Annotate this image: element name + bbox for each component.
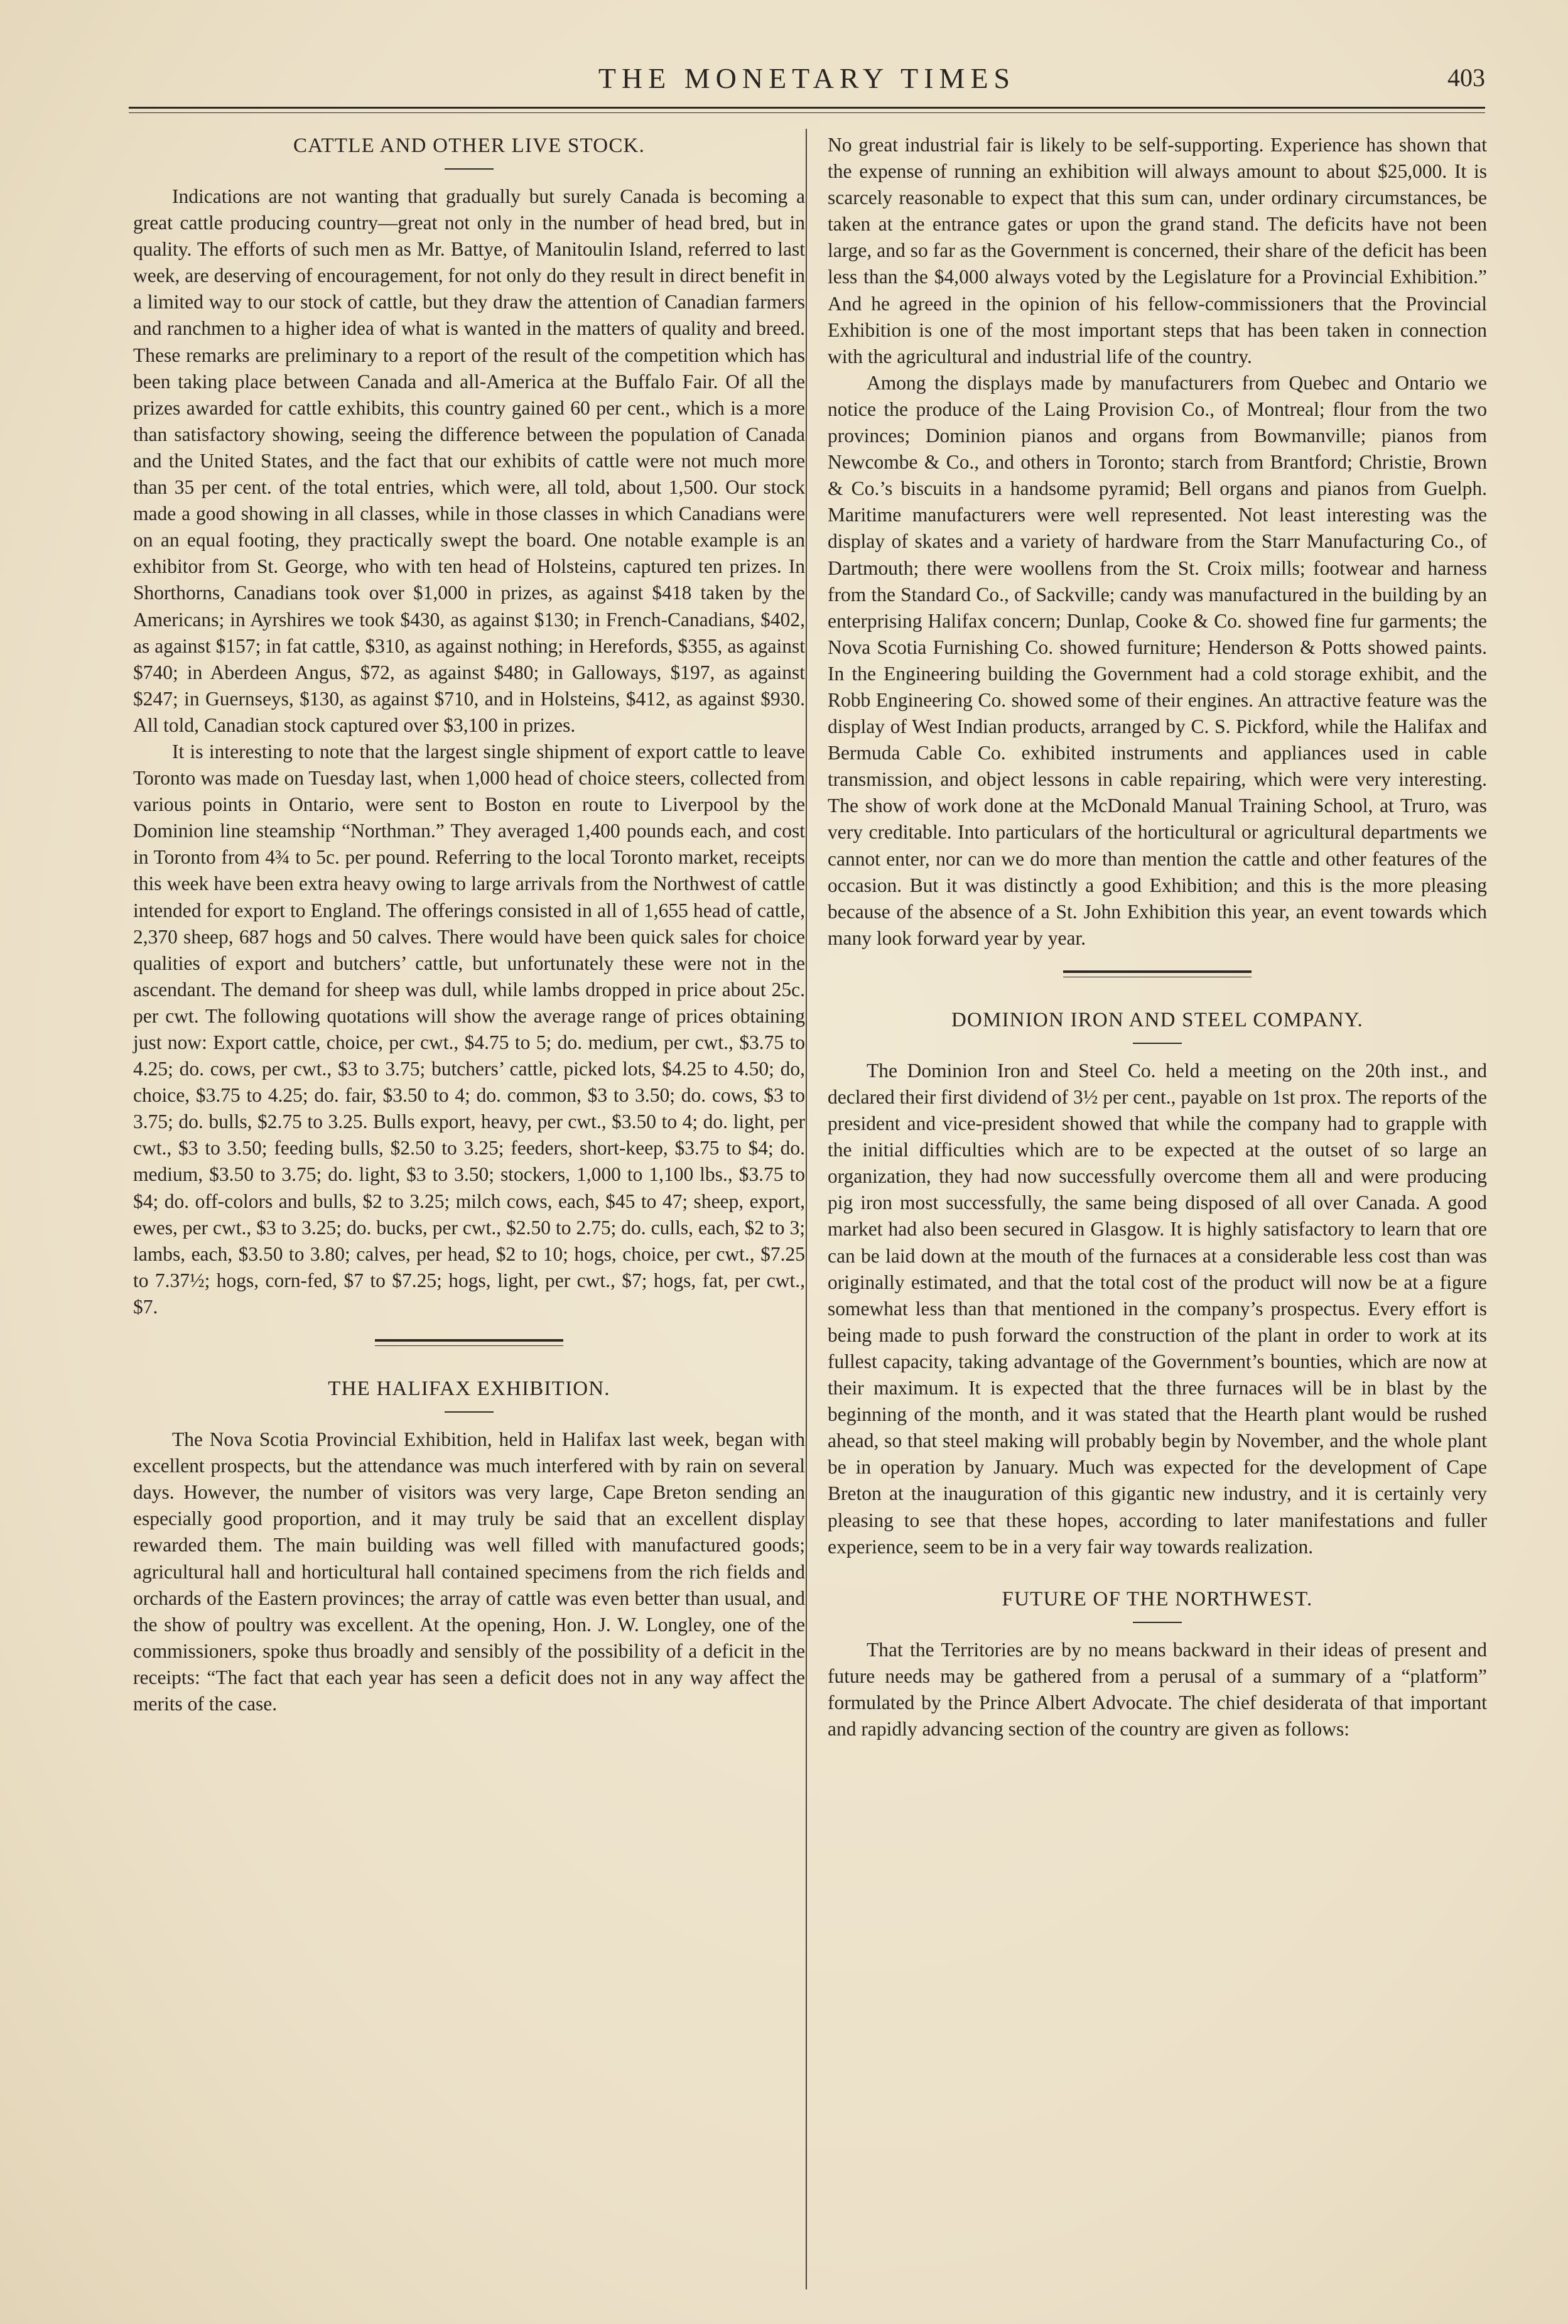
section-separator	[1063, 970, 1252, 977]
heading-rule	[1133, 1043, 1182, 1044]
page-number: 403	[1447, 63, 1485, 92]
article-paragraph: It is interesting to note that the largest single shipment of export cattle to leave Toronto was made on Tuesday last, when 1,000 head of choice steers, collected from various points in Ontario, were sent to Boston en route to Liverpool by the Dominion line steamship “Northman.” They averaged 1,400 pounds each, and cost in Toronto from 4¾ to 5c. per pound. Referring to the local Toronto market, receipts this week have been extra heavy owing to large arrivals from the Northwest of cattle intended for export to England. The offerings consisted in all of 1,655 head of cattle, 2,370 sheep, 687 hogs and 50 calves. There would have been quick sales for choice qualities of export and butchers’ cattle, but unfortunately these were not in the ascendant. The demand for sheep was dull, while lambs dropped in price about 25c. per cwt. The following quotations will show the average range of prices obtaining just now: Export cattle, choice, per cwt., $4.75 to 5; do. medium, per cwt., $3.75 to 4.25; do. cows, per cwt., $3 to 3.75; butchers’ cattle, picked lots, $4.25 to 4.50; do, choice, $3.75 to 4.25; do. fair, $3.50 to 4; do. common, $3 to 3.50; do. cows, $3 to 3.75; do. bulls, $2.75 to 3.25. Bulls export, heavy, per cwt., $3.50 to 4; do. light, per cwt., $3 to 3.50; feeding bulls, $2.50 to 3.25; feeders, short-keep, $3.75 to $4; do. medium, $3.50 to 3.75; do. light, $3 to 3.50; stockers, 1,000 to 1,100 lbs., $3.75 to $4; do. off-colors and bulls, $2 to 3.25; milch cows, each, $45 to 47; sheep, export, ewes, per cwt., $3 to 3.25; do. bucks, per cwt., $2.50 to 2.75; do. culls, each, $2 to 3; lambs, each, $3.50 to 3.80; calves, per head, $2 to 10; hogs, choice, per cwt., $7.25 to 7.37½; hogs, corn-fed, $7 to $7.25; hogs, light, per cwt., $7; hogs, fat, per cwt., $7.	[133, 740, 805, 1318]
masthead-rule	[129, 107, 1485, 113]
article-paragraph: The Dominion Iron and Steel Co. held a meeting on the 20th inst., and declared their first dividend of 3½ per cent., payable on 1st prox. The reports of the president and vice-president showed that while the company had to grapple with the initial difficulties which are to be expected at the outset of so large an organization, they had now successfully overcome them all and were producing pig iron most successfully, the same being disposed of all over Canada. A good market had also been secured in Glasgow. It is highly satisfactory to learn that ore can be laid down at the mouth of the furnaces at a considerable less cost than was originally estimated, and that the total cost of the product will now be at a figure somewhat less than that mentioned in the company’s prospectus. Every effort is being made to push forward the construction of the plant in order to work at its fullest capacity, taking advantage of the Government’s bounties, which are now at their maximum. It is expected that the three furnaces will be in blast by the beginning of the month, and it was stated that the Hearth plant would be rushed ahead, so that steel making will probably begin by November, and the whole plant be in operation by January. Much was expected for the development of Cape Breton at the inauguration of this gigantic new industry, and it is certainly very pleasing to see that these hopes, according to later manifestations and fuller experience, seem to be in a very fair way towards realization.	[828, 1059, 1487, 1558]
masthead	[129, 62, 1485, 112]
article-heading-northwest: FUTURE OF THE NORTHWEST.	[1002, 1587, 1313, 1610]
right-column	[828, 132, 1487, 1742]
article-heading-cattle: CATTLE AND OTHER LIVE STOCK.	[293, 134, 646, 157]
article-heading-dominion: DOMINION IRON AND STEEL COMPANY.	[951, 1008, 1363, 1031]
article-paragraph-continued: No great industrial fair is likely to be self-supporting. Experience has shown that the expense of running an exhibition will always amount to about $25,000. It is scarcely reasonable to expect that this sum can, under ordinary circumstances, be taken at the entrance gates or upon the grand stand. The deficits have not been large, and so far as the Government is concerned, their share of the deficit has been less than the $4,000 always voted by the Legislature for a Provincial Exhibition.” And he agreed in the opinion of his fellow-commissioners that the Provincial Exhibition is one of the most important steps that has been taken in connection with the agricultural and industrial life of the country.	[828, 134, 1487, 367]
column-divider	[806, 129, 807, 2289]
publication-title: THE MONETARY TIMES	[598, 62, 1016, 94]
heading-rule	[445, 1411, 494, 1413]
article-paragraph: Indications are not wanting that gradually but surely Canada is becoming a great cattle producing country—great not only in the number of head bred, but in quality. The efforts of such men as Mr. Battye, of Manitoulin Island, referred to last week, are deserving of encouragement, for not only do they result in direct benefit in a limited way to our stock of cattle, but they draw the attention of Canadian farmers and ranchmen to a higher idea of what is wanted in the matters of quality and breed. These remarks are preliminary to a report of the result of the competition which has been taking place between Canada and all-America at the Buffalo Fair. Of all the prizes awarded for cattle exhibits, this country gained 60 per cent., which is a more than satisfactory showing, seeing the difference between the population of Canada and the United States, and the fact that our exhibits of cattle were not much more than 35 per cent. of the total entries, which were, all told, about 1,500. Our stock made a good showing in all classes, while in those classes in which Canadians were on an equal footing, they practically swept the board. One notable example is an exhibitor from St. George, who with ten head of Holsteins, captured ten prizes. In Shorthorns, Canadians took over $1,000 in prizes, as against $418 taken by the Americans; in Ayrshires we took $430, as against $130; in French-Canadians, $402, as against $157; in fat cattle, $310, as against nothing; in Herefords, $355, as against $740; in Aberdeen Angus, $72, as against $480; in Galloways, $197, as against $247; in Guernseys, $130, as against $710, and in Holsteins, $412, as against $930. All told, Canadian stock captured over $3,100 in prizes.	[133, 185, 805, 736]
article-heading-halifax: THE HALIFAX EXHIBITION.	[328, 1377, 610, 1401]
article-paragraph: The Nova Scotia Provincial Exhibition, held in Halifax last week, began with excellent prospects, but the attendance was much interfered with by rain on several days. However, the number of visitors was very large, Cape Breton sending an especially good proportion, and it may truly be said that an excellent display rewarded them. The main building was well filled with manufactured goods; agricultural hall and horticultural hall contained specimens from the rich fields and orchards of the Eastern provinces; the array of cattle was even better than usual, and the show of poultry was excellent. At the opening, Hon. J. W. Longley, one of the commissioners, spoke thus broadly and sensibly of the possibility of a deficit in the receipts: “The fact that each year has seen a deficit does not in any way affect the merits of the case.	[133, 1428, 805, 1715]
left-column	[133, 132, 805, 1717]
section-separator	[375, 1339, 563, 1346]
heading-rule	[1133, 1622, 1182, 1623]
heading-rule	[445, 168, 494, 170]
article-paragraph: Among the displays made by manufacturers from Quebec and Ontario we notice the produce of the Laing Provision Co., of Montreal; flour from the two provinces; Dominion pianos and organs from Bowmanville; pianos from Newcombe & Co., and others in Toronto; starch from Brantford; Christie, Brown & Co.’s biscuits in a handsome pyramid; Bell organs and pianos from Guelph. Maritime manufacturers were well represented. Not least interesting was the display of skates and a variety of hardware from the Starr Manufacturing Co., of Dartmouth; there were woollens from the St. Croix mills; footwear and harness from the Standard Co., of Sackville; candy was manufactured in the building by an enterprising Halifax concern; Dunlap, Cooke & Co. showed fine fur garments; the Nova Scotia Furnishing Co. showed furniture; Henderson & Potts showed paints. In the Engineering building the Government had a cold storage exhibit, and the Robb Engineering Co. showed some of their engines. An attractive feature was the display of West Indian products, arranged by C. S. Pickford, while the Halifax and Bermuda Cable Co. exhibited instruments and appliances used in cable transmission, and object lessons in cable repairing, which were very interesting. The show of work done at the McDonald Manual Training School, at Truro, was very creditable. Into particulars of the horticultural or agricultural departments we cannot enter, nor can we do more than mention the cattle and other features of the occasion. But it was distinctly a good Exhibition; and this is the more pleasing because of the absence of a St. John Exhibition this year, an event towards which many look forward year by year.	[828, 371, 1487, 949]
article-paragraph: That the Territories are by no means backward in their ideas of present and future needs may be gathered from a perusal of a summary of a “platform” formulated by the Prince Albert Advocate. The chief desiderata of that important and rapidly advancing section of the country are given as follows:	[828, 1638, 1487, 1740]
